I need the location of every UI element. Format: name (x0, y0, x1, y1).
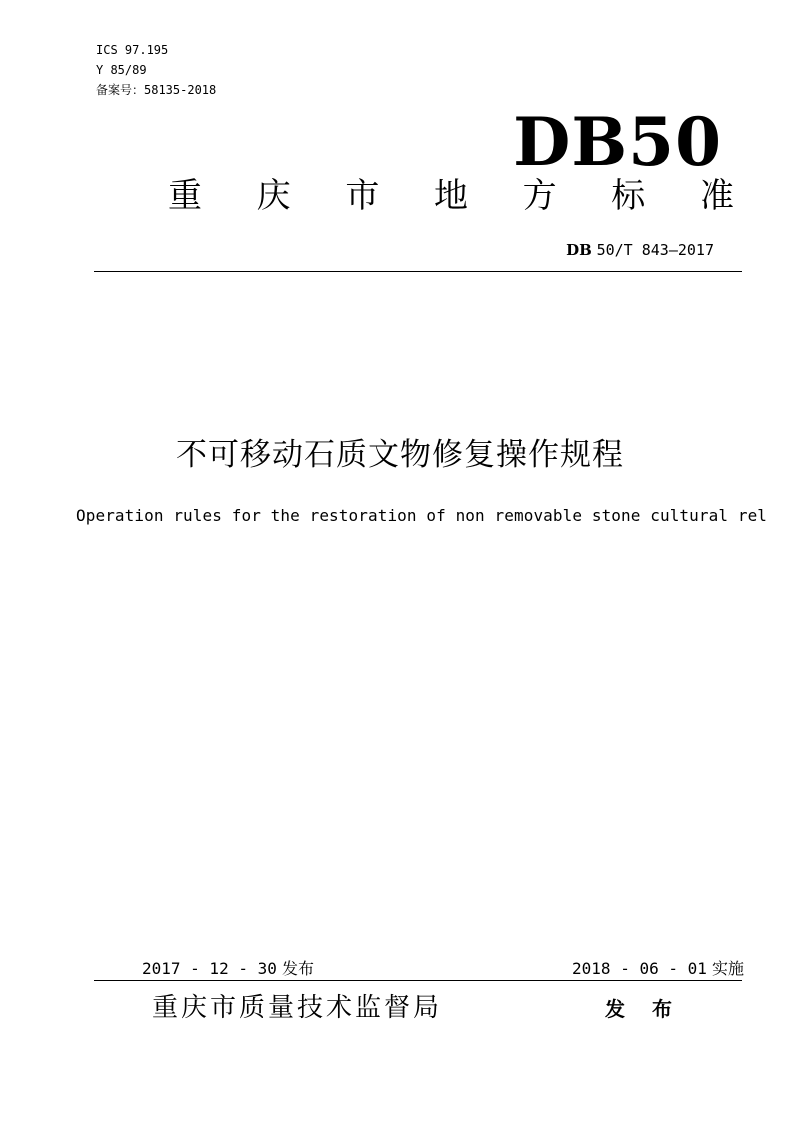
standard-type-char: 庆 (256, 176, 291, 216)
standard-type-char: 方 (522, 176, 557, 216)
issue-label: 发布 (281, 959, 314, 978)
document-title-english: Operation rules for the restoration of non removable stone cultural rel (76, 506, 768, 525)
implement-date-row (572, 958, 744, 980)
header-divider (94, 271, 742, 272)
ics-code: ICS 97.195 (96, 43, 169, 57)
standard-type-title (168, 174, 734, 218)
standard-number (566, 240, 714, 260)
standard-type-char: 标 (611, 176, 646, 216)
standard-type-char: 重 (168, 176, 202, 216)
publish-label: 发 布 (605, 997, 682, 1021)
footer-divider (94, 980, 742, 981)
standard-number-prefix: DB (566, 241, 592, 259)
ccs-code: Y 85/89 (96, 63, 147, 77)
standard-type-char: 市 (345, 176, 380, 216)
document-title-chinese: 不可移动石质文物修复操作规程 (176, 437, 624, 473)
issuing-authority: 重庆市质量技术监督局 (152, 993, 443, 1023)
standard-number-value: 50/T 843—2017 (596, 241, 714, 259)
implement-date: 2018 - 06 - 01 (572, 959, 707, 978)
standard-type-char: 地 (433, 176, 468, 216)
standard-type-char: 准 (699, 176, 734, 216)
issue-date: 2017 - 12 - 30 (142, 959, 277, 978)
classification-block (96, 40, 216, 100)
filing-number: 备案号：58135-2018 (96, 83, 217, 97)
standard-code-logo: DB50 (513, 103, 722, 181)
implement-label: 实施 (711, 959, 744, 978)
issue-date-row (142, 958, 314, 980)
